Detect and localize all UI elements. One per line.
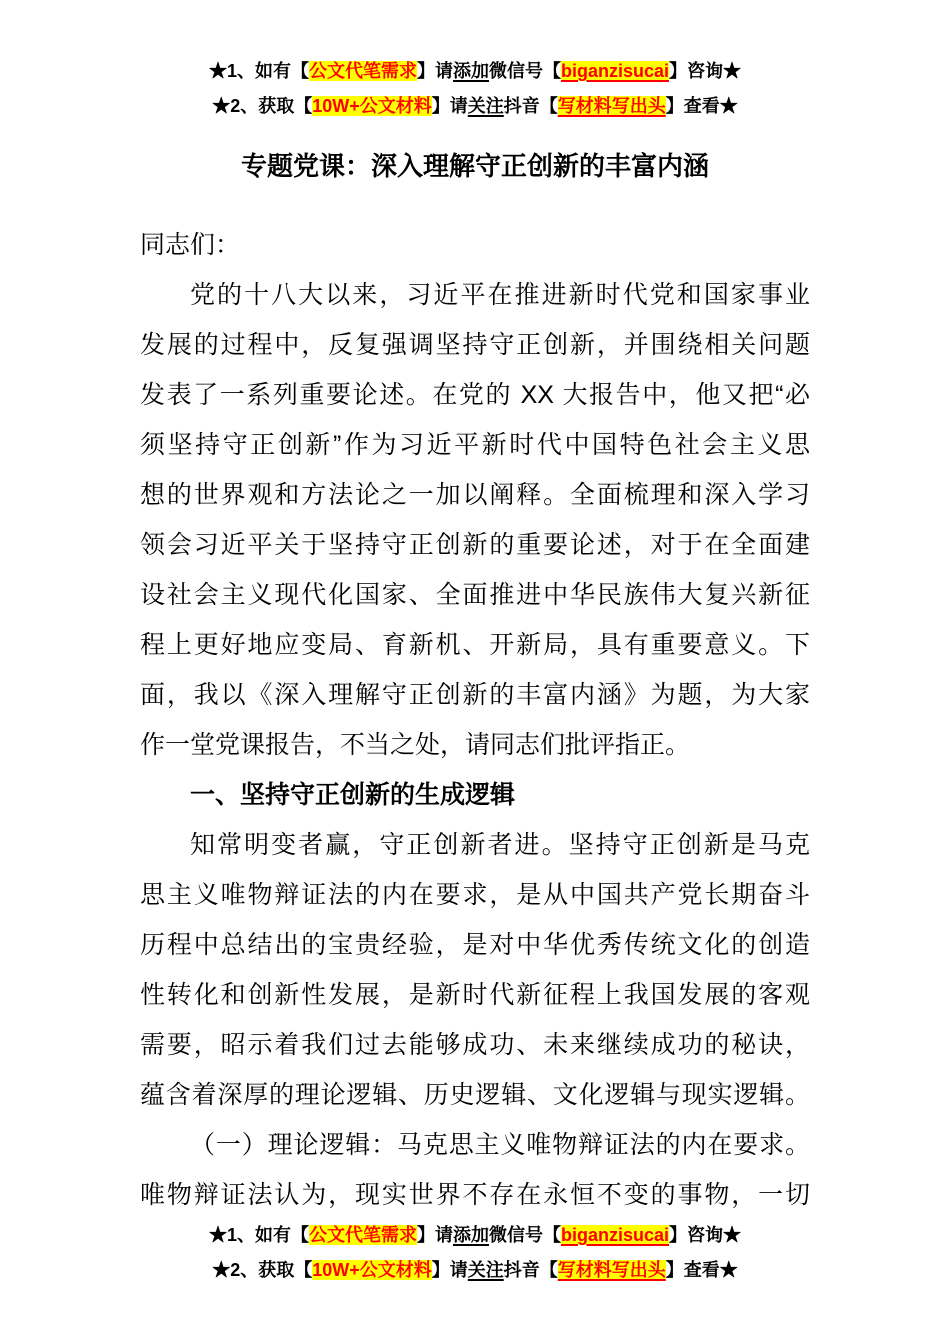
text-line: 设社会主义现代化国家、全面推进中华民族伟大复兴新征: [140, 581, 810, 609]
banner-text: 】请: [416, 61, 453, 81]
banner-highlight-text: 关注: [467, 96, 504, 116]
text-line: 蕴含着深厚的理论逻辑、历史逻辑、文化逻辑与现实逻辑。: [140, 1081, 810, 1109]
header-line-2: [0, 89, 950, 124]
footer-line-1: [0, 1218, 950, 1253]
text-line: 历程中总结出的宝贵经验，是对中华优秀传统文化的创造: [140, 931, 810, 959]
salutation: [140, 220, 810, 270]
banner-text: 】请: [431, 1260, 468, 1280]
banner-highlight-text: 添加: [452, 61, 489, 81]
text-line: 想的世界观和方法论之一加以阐释。全面梳理和深入学习: [140, 481, 810, 509]
banner-highlight-text: biganzisucai: [560, 61, 670, 81]
header-line-1: [0, 54, 950, 89]
banner-highlight-text: 添加: [452, 1225, 489, 1245]
banner-highlight-text: 公文代笔需求: [308, 61, 417, 81]
footer-promo-banner: [0, 1218, 950, 1288]
text-line: 面，我以《深入理解守正创新的丰富内涵》为题，为大家: [140, 681, 810, 709]
intro-paragraph: [140, 270, 810, 770]
document-title: 专题党课：深入理解守正创新的丰富内涵: [240, 151, 709, 181]
section-heading-1: [140, 770, 810, 820]
banner-text: ★2、获取【: [212, 96, 313, 116]
text-line: 知常明变者赢，守正创新者进。坚持守正创新是马克: [190, 831, 810, 859]
text-line: 程上更好地应变局、育新机、开新局，具有重要意义。下: [140, 631, 810, 659]
banner-text: 微信号【: [488, 61, 561, 81]
text-line: 唯物辩证法认为，现实世界不存在永恒不变的事物，一切: [140, 1181, 810, 1209]
banner-text: 】查看★: [665, 96, 738, 116]
banner-text: 】咨询★: [669, 61, 742, 81]
banner-text: ★2、获取【: [212, 1260, 313, 1280]
text-line: 发展的过程中，反复强调坚持守正创新，并围绕相关问题: [140, 331, 810, 359]
text-line: 性转化和创新性发展，是新时代新征程上我国发展的客观: [140, 981, 810, 1009]
section-1-paragraph: [140, 820, 810, 1120]
text-line: 须坚持守正创新”作为习近平新时代中国特色社会主义思: [140, 431, 810, 459]
banner-highlight-text: biganzisucai: [560, 1225, 670, 1245]
document-body: [140, 220, 810, 1220]
text-line: 领会习近平关于坚持守正创新的重要论述，对于在全面建: [140, 531, 810, 559]
banner-text: 抖音【: [503, 1260, 558, 1280]
banner-text: 抖音【: [503, 96, 558, 116]
text-line: 需要，昭示着我们过去能够成功、未来继续成功的秘诀，: [140, 1031, 810, 1059]
banner-highlight-text: 写材料写出头: [557, 96, 666, 116]
banner-text: 】查看★: [665, 1260, 738, 1280]
text-line: 思主义唯物辩证法的内在要求，是从中国共产党长期奋斗: [140, 881, 810, 909]
text-line: 党的十八大以来，习近平在推进新时代党和国家事业: [190, 281, 810, 309]
banner-highlight-text: 10W+公文材料: [312, 1260, 432, 1280]
banner-highlight-text: 10W+公文材料: [312, 96, 432, 116]
text-line: 一、坚持守正创新的生成逻辑: [190, 781, 516, 809]
text-line: 作一堂党课报告，不当之处，请同志们批评指正。: [140, 731, 691, 759]
header-promo-banner: [0, 54, 950, 124]
banner-text: 】请: [431, 96, 468, 116]
banner-text: 微信号【: [488, 1225, 561, 1245]
banner-highlight-text: 公文代笔需求: [308, 1225, 417, 1245]
footer-line-2: [0, 1253, 950, 1288]
banner-text: 】请: [416, 1225, 453, 1245]
banner-text: ★1、如有【: [208, 61, 309, 81]
banner-highlight-text: 关注: [467, 1260, 504, 1280]
text-line: 同志们：: [140, 231, 241, 259]
subsection-paragraph: [140, 1120, 810, 1220]
banner-text: 】咨询★: [669, 1225, 742, 1245]
text-line: （一）理论逻辑：马克思主义唯物辩证法的内在要求。: [190, 1131, 810, 1159]
text-line: 发表了一系列重要论述。在党的 XX 大报告中，他又把“必: [140, 381, 810, 409]
banner-text: ★1、如有【: [208, 1225, 309, 1245]
banner-highlight-text: 写材料写出头: [557, 1260, 666, 1280]
